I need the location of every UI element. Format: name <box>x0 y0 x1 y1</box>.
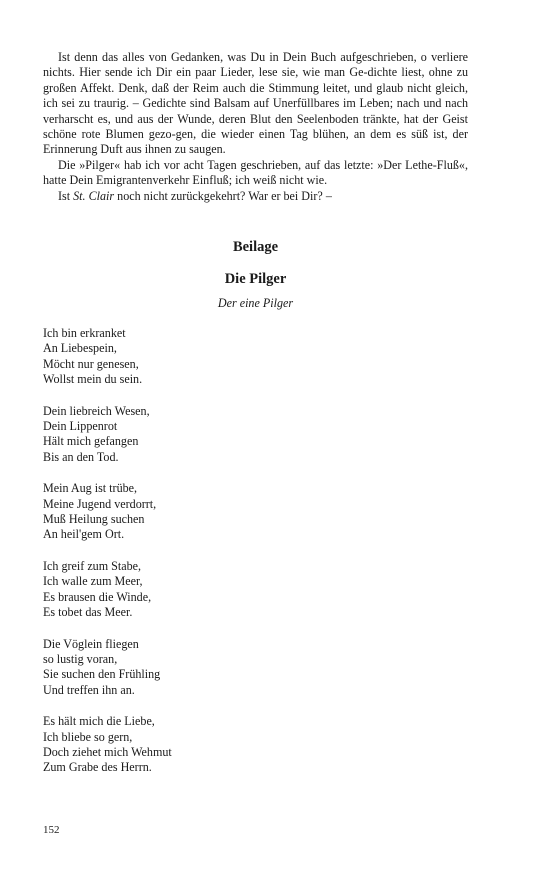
section-heading-beilage: Beilage <box>232 239 279 255</box>
poem-line: Muß Heilung suchen <box>43 512 145 527</box>
poem-body <box>43 326 343 792</box>
stanza <box>43 714 343 776</box>
poem-line: Zum Grabe des Herrn. <box>43 760 152 775</box>
poem-line: Mein Aug ist trübe, <box>43 481 138 496</box>
poem-line: Dein liebreich Wesen, <box>43 403 150 418</box>
letter-prose <box>43 50 468 204</box>
poem-line: Und treffen ihn an. <box>43 682 135 697</box>
paragraph-3-end: noch nicht zurückgekehrt? War er bei Dir? – <box>114 188 332 203</box>
poem-line: Bis an den Tod. <box>43 449 119 464</box>
poem-line: Hält mich gefangen <box>43 434 139 449</box>
poem-line: Meine Jugend verdorrt, <box>43 496 157 511</box>
stanza <box>43 637 343 699</box>
poem-line: Möcht nur genesen, <box>43 356 139 371</box>
poem-line: so lustig voran, <box>43 651 118 666</box>
poem-line: Es hält mich die Liebe, <box>43 714 155 729</box>
poem-title: Die Pilger <box>224 271 287 287</box>
poem-line: Ich greif zum Stabe, <box>43 558 142 573</box>
stanza <box>43 326 343 388</box>
page-number: 152 <box>43 824 60 836</box>
stanza <box>43 481 343 543</box>
stanza <box>43 559 343 621</box>
poem-line: Ich bliebe so gern, <box>43 729 133 744</box>
poem-subtitle: Der eine Pilger <box>217 296 294 310</box>
poem-line: Dein Lippenrot <box>43 419 118 434</box>
poem-line: Sie suchen den Frühling <box>43 667 161 682</box>
paragraph-1: Ist denn das alles von Gedanken, was Du in Dein Buch aufgeschrieben, o verliere nichts. Hier sende ich Dir ein paar Lieder, lese sie, wie man Ge-dichte liest, ohne zu großen Affekt. Denk, daß der Reim auch die Stimmung leitet, und glaub nicht gleich, ich sei zu traurig. – Gedichte sind Balsam auf Unerfüllbares im Leben; nach und nach verharscht es, und aus der Wunde, deren Blut den Seelenboden tränkte, hat der Geist schöne rote Blumen gezo-gen, die wieder einen Tag blühen, an dem es süß ist, der Erinnerung Duft aus ihnen zu saugen. <box>43 50 468 157</box>
poem-line: Ich bin erkranket <box>43 326 126 340</box>
poem-line: Es brausen die Winde, <box>43 589 152 604</box>
poem-line: Es tobet das Meer. <box>43 605 133 620</box>
poem-line: Wollst mein du sein. <box>43 372 143 387</box>
name-st-clair: St. Clair <box>73 188 115 203</box>
poem-line: An Liebespein, <box>43 341 117 356</box>
paragraph-3-start: Ist <box>58 188 74 203</box>
poem-line: Doch ziehet mich Wehmut <box>43 744 172 759</box>
poem-line: Ich walle zum Meer, <box>43 574 143 589</box>
poem-line: An heil'gem Ort. <box>43 527 125 542</box>
stanza <box>43 404 343 466</box>
poem-line: Die Vöglein fliegen <box>43 636 139 651</box>
paragraph-3 <box>43 189 468 204</box>
paragraph-2: Die »Pilger« hab ich vor acht Tagen geschrieben, auf das letzte: »Der Lethe-Fluß«, hatte Dein Emigrantenverkehr Einfluß; ich weiß nicht wie. <box>43 157 468 188</box>
